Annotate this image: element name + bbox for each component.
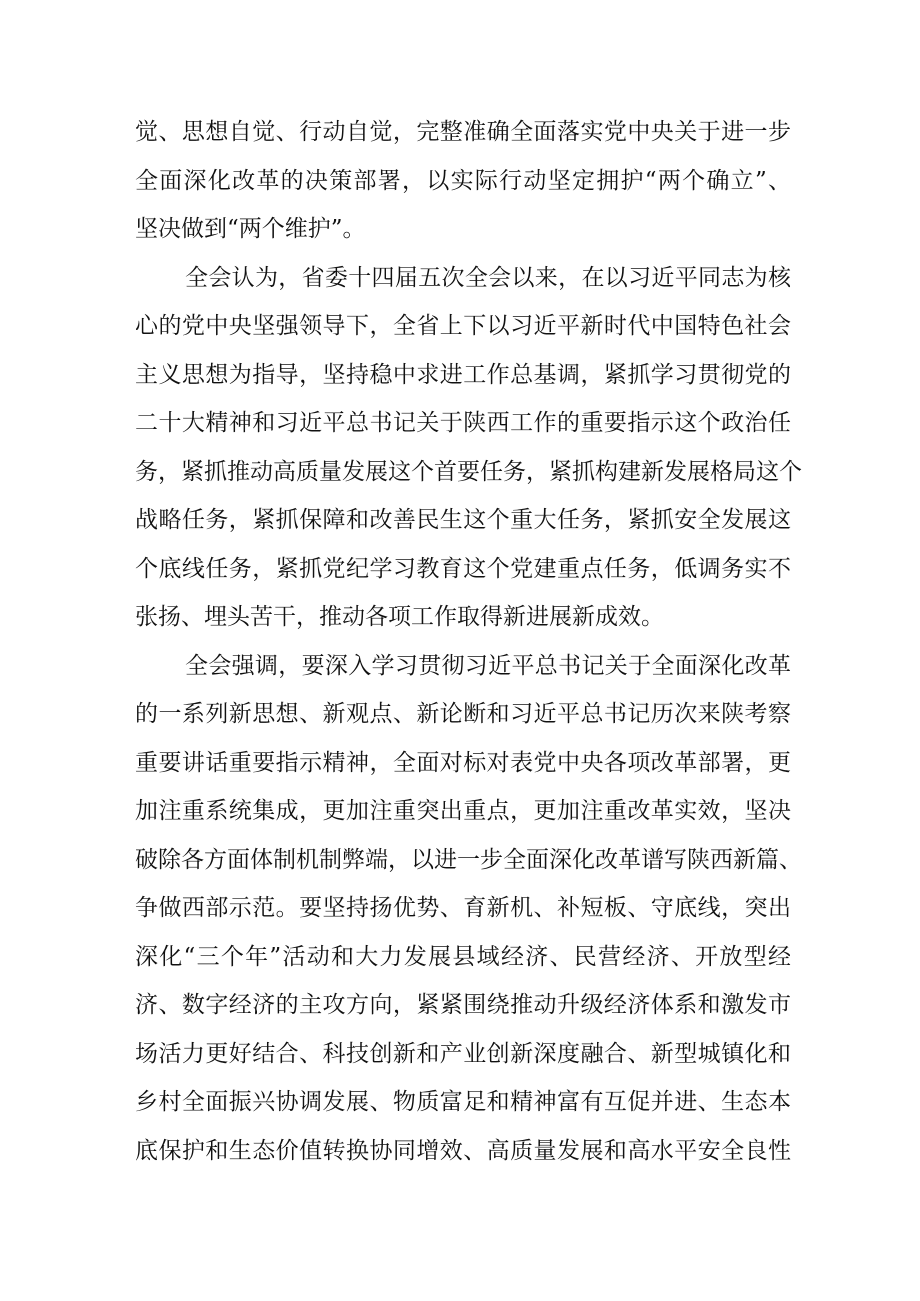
text-line: 心的党中央坚强领导下，全省上下以习近平新时代中国特色社会: [135, 313, 791, 339]
body-text: [135, 108, 802, 1175]
text-line: 务，紧抓推动高质量发展这个首要任务，紧抓构建新发展格局这个: [135, 458, 802, 485]
text-line: 的一系列新思想、新观点、新论断和习近平总书记历次来陕考察: [135, 701, 791, 727]
text-line: 主义思想为指导，坚持稳中求进工作总基调，紧抓学习贯彻党的: [135, 361, 791, 388]
text-line: 坚决做到“两个维护”。: [135, 216, 366, 242]
text-line: 战略任务，紧抓保障和改善民生这个重大任务，紧抓安全发展这: [135, 507, 791, 533]
text-line: 争做西部示范。要坚持扬优势、育新机、补短板、守底线，突出: [135, 895, 791, 921]
text-line: 深化“三个年”活动和大力发展县域经济、民营经济、开放型经: [135, 943, 791, 970]
text-line: 重要讲话重要指示精神，全面对标对表党中央各项改革部署，更: [135, 749, 791, 776]
text-line: 二十大精神和习近平总书记关于陕西工作的重要指示这个政治任: [135, 410, 791, 436]
text-line: 底保护和生态价值转换协同增效、高质量发展和高水平安全良性: [135, 1137, 791, 1164]
text-line: 张扬、埋头苦干，推动各项工作取得新进展新成效。: [135, 604, 664, 630]
text-line: 全会认为，省委十四届五次全会以来，在以习近平同志为核: [185, 264, 791, 291]
text-line: 场活力更好结合、科技创新和产业创新深度融合、新型城镇化和: [135, 1040, 791, 1067]
text-line: 全会强调，要深入学习贯彻习近平总书记关于全面深化改革: [185, 652, 791, 679]
text-line: 破除各方面体制机制弊端，以进一步全面深化改革谱写陕西新篇、: [135, 846, 802, 873]
text-line: 觉、思想自觉、行动自觉，完整准确全面落实党中央关于进一步: [135, 119, 791, 145]
text-line: 个底线任务，紧抓党纪学习教育这个党建重点任务，低调务实不: [135, 555, 791, 582]
text-line: 乡村全面振兴协调发展、物质富足和精神富有互促并进、生态本: [135, 1089, 791, 1115]
text-line: 全面深化改革的决策部署，以实际行动坚定拥护“两个确立”、: [135, 167, 791, 194]
text-line: 济、数字经济的主攻方向，紧紧围绕推动升级经济体系和激发市: [135, 992, 791, 1018]
text-line: 加注重系统集成，更加注重突出重点，更加注重改革实效，坚决: [135, 798, 791, 824]
